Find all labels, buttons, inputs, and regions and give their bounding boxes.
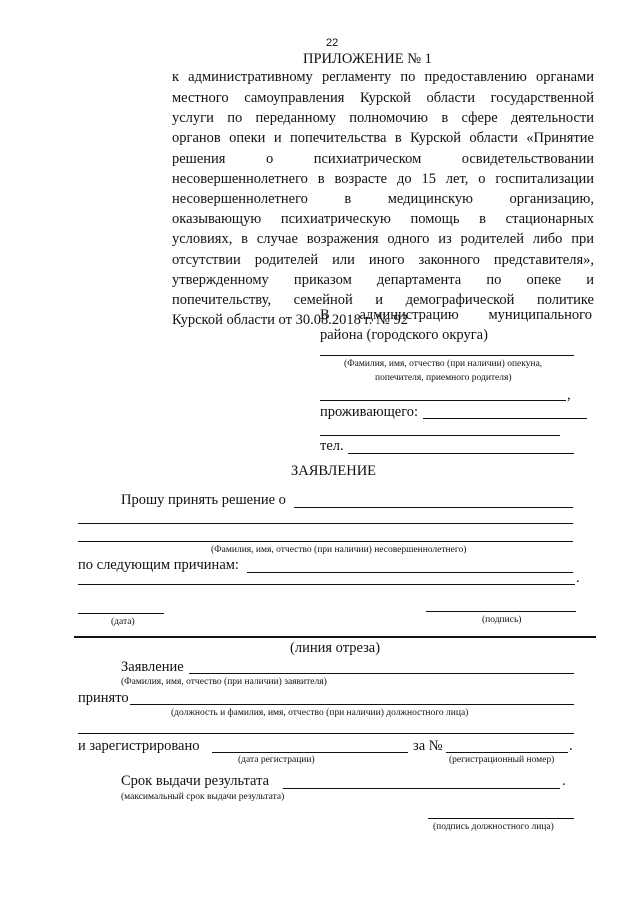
applicant-hint: попечителя, приемного родителя) [375,373,512,383]
reasons-field[interactable] [247,572,573,573]
cut-line [74,636,596,638]
registration-number-field[interactable] [446,752,568,753]
receipt-statement-label: Заявление [121,659,184,675]
official-field[interactable] [130,704,574,705]
period: . [569,738,573,754]
deadline-label: Срок выдачи результата [121,773,270,789]
official-signature-hint: (подпись должностного лица) [433,822,554,832]
appendix-title: ПРИЛОЖЕНИЕ № 1 [303,51,432,67]
official-hint: (должность и фамилия, имя, отчество (при наличии) должностного лица) [171,708,469,718]
regulation-line: местного самоуправления Курской области государственной [172,90,594,106]
regulation-line: органов опеки и попечительства в Курской области «Принятие [172,130,594,146]
accepted-label: принято [78,690,129,706]
reasons-field-2[interactable] [78,584,575,585]
request-label: Прошу принять решение о [121,492,286,508]
regulation-line: отсутствии родителей или иного законного представителя», [172,252,594,268]
addressee-district: района (городского округа) [320,327,488,343]
applicant-name-field[interactable] [320,355,574,356]
regulation-line: несовершеннолетнего в возрасте до 15 лет, о госпитализации [172,171,594,187]
decision-field-2[interactable] [78,523,573,524]
comma: , [567,387,571,403]
receipt-applicant-field[interactable] [189,673,574,674]
regulation-line: попечительству, семейной и демографической политике [172,292,594,308]
date-field[interactable] [78,613,164,614]
regulation-line: оказывающую психиатрическую помощь в стационарных [172,211,594,227]
residing-label: проживающего: [320,404,419,420]
receipt-applicant-hint: (Фамилия, имя, отчество (при наличии) заявителя) [121,677,327,687]
number-label: за № [413,738,443,754]
date-hint: (дата) [111,617,135,627]
minor-hint: (Фамилия, имя, отчество (при наличии) несовершеннолетнего) [211,545,467,555]
minor-name-field[interactable] [78,541,573,542]
addressee-line: В администрацию муниципального [320,307,592,323]
deadline-hint: (максимальный срок выдачи результата) [121,792,285,802]
decision-field[interactable] [294,507,573,508]
registration-date-hint: (дата регистрации) [238,755,315,765]
registration-date-field[interactable] [212,752,408,753]
period: . [576,570,580,586]
regulation-line: условиях, в случае возражения одного из родителей либо при [172,231,594,247]
regulation-line: утвержденному приказом департамента по опеке и [172,272,594,288]
deadline-field[interactable] [283,788,560,789]
signature-field[interactable] [426,611,576,612]
registered-label: и зарегистрировано [78,738,200,754]
signature-hint: (подпись) [482,615,522,625]
registration-number-hint: (регистрационный номер) [449,755,555,765]
regulation-line: решения о психиатрическом освидетельствовании [172,151,594,167]
address-field[interactable] [423,418,587,419]
reasons-label: по следующим причинам: [78,557,239,573]
period: . [562,773,566,789]
phone-field[interactable] [348,453,574,454]
address-field-2[interactable] [320,435,560,436]
phone-label: тел. [320,438,344,454]
regulation-line: к административному регламенту по предоставлению органами [172,69,594,85]
official-field-2[interactable] [78,733,574,734]
regulation-line: несовершеннолетнего в медицинскую организацию, [172,191,594,207]
regulation-line: Курской области от 30.08.2018 г. № 92 [172,312,408,328]
applicant-hint: (Фамилия, имя, отчество (при наличии) опекуна, [344,359,543,369]
cut-line-label: (линия отреза) [290,640,381,656]
regulation-line: услуги по переданному полномочию в сфере деятельности [172,110,594,126]
statement-title: ЗАЯВЛЕНИЕ [291,463,377,479]
official-signature-field[interactable] [428,818,574,819]
applicant-name-field-2[interactable] [320,400,566,401]
page-number: 22 [326,37,339,49]
